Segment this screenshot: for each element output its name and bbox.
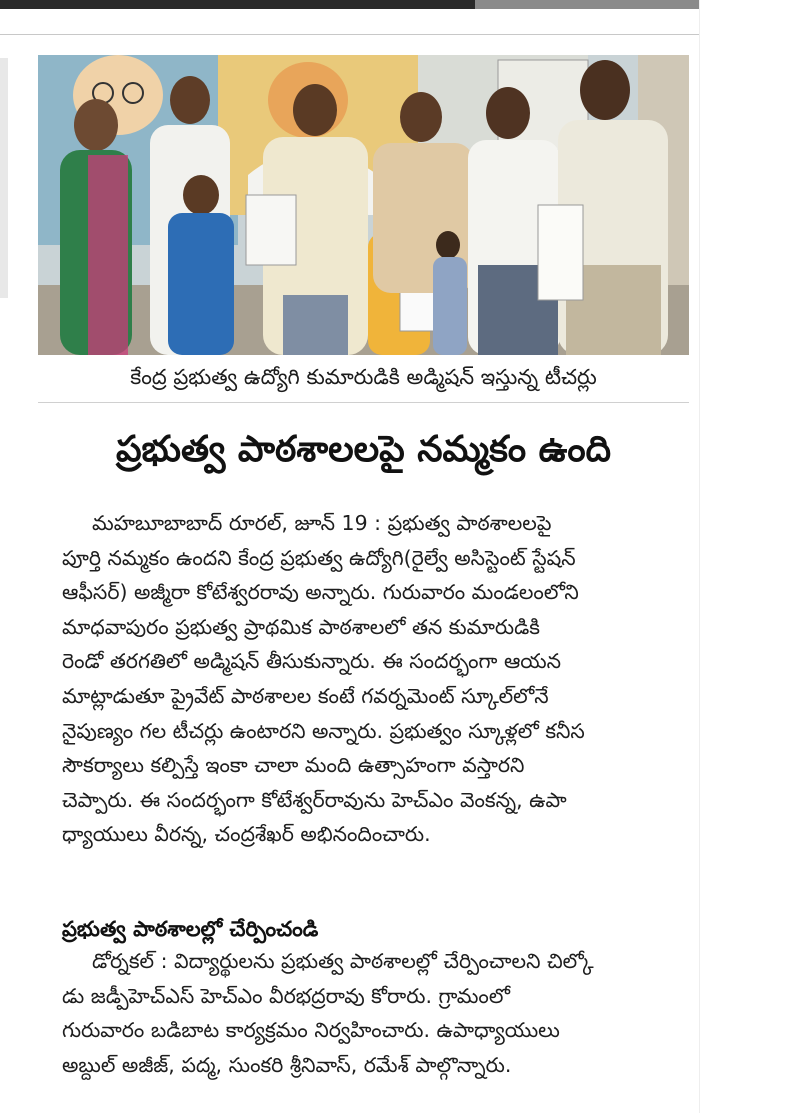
paragraph-2-line: అబ్దుల్ అజీజ్, పద్మ, సుంకరి శ్రీనివాస్, రమేశ్ పాల్గొన్నారు.: [62, 1052, 512, 1077]
article-headline: ప్రభుత్వ పాఠశాలలపై నమ్మకం ఉంది: [115, 429, 612, 470]
paragraph-1-line: సౌకర్యాలు కల్పిస్తే ఇంకా చాలా మంది ఉత్సాహంగా వస్తారని: [62, 753, 525, 778]
paragraph-1-line: ఆఫీసర్) అజ్మీరా కోటేశ్వరరావు అన్నారు. గురువారం మండలంలోని: [62, 580, 579, 605]
news-photo: [38, 55, 689, 355]
paragraph-1-line: మాధవాపురం ప్రభుత్వ ప్రాథమిక పాఠశాలలో తన కుమారుడికి: [62, 614, 540, 639]
photo-caption: కేంద్ర ప్రభుత్వ ఉద్యోగి కుమారుడికి అడ్మిషన్ ఇస్తున్న టీచర్లు: [130, 365, 597, 389]
top-color-bar: [0, 0, 800, 9]
left-margin-strip: [0, 58, 8, 298]
top-divider: [0, 34, 700, 35]
top-bar-grey-segment: [475, 0, 699, 9]
paragraph-1-line: రెండో తరగతిలో అడ్మిషన్ తీసుకున్నారు. ఈ సందర్భంగా ఆయన: [62, 649, 562, 674]
article-subheading: ప్రభుత్వ పాఠశాలల్లో చేర్పించండి: [62, 917, 319, 941]
paragraph-1-line: పూర్తి నమ్మకం ఉందని కేంద్ర ప్రభుత్వ ఉద్యోగి(రైల్వే అసిస్టెంట్ స్టేషన్: [62, 545, 576, 570]
paragraph-1-line: మాట్లాడుతూ ప్రైవేట్ పాఠశాలల కంటే గవర్నమెంట్ స్కూల్‌లోనే: [62, 683, 549, 708]
paragraph-2-line: డు జడ్పీహెచ్ఎస్ హెచ్ఎం వీరభద్రరావు కోరారు. గ్రామంలో: [62, 983, 510, 1008]
article-paragraph-1: [62, 506, 690, 852]
paragraph-1-line: ధ్యాయులు వీరన్న, చంద్రశేఖర్ అభినందించారు.: [62, 822, 431, 847]
news-photo-illustration: [38, 55, 689, 355]
top-bar-dark-segment: [0, 0, 475, 9]
paragraph-2-line: డోర్నకల్ : విద్యార్థులను ప్రభుత్వ పాఠశాలల్లో చేర్పించాలని చిల్కో: [92, 949, 594, 973]
paragraph-1-line: మహబూబాబాద్ రూరల్, జూన్ 19 : ప్రభుత్వ పాఠశాలలపై: [92, 511, 552, 535]
paragraph-2-line: గురువారం బడిబాట కార్యక్రమం నిర్వహించారు. ఉపాధ్యాయులు: [62, 1018, 560, 1043]
article-paragraph-2: [62, 944, 690, 1082]
paragraph-1-line: నైపుణ్యం గల టీచర్లు ఉంటారని అన్నారు. ప్రభుత్వం స్కూళ్లలో కనీస: [62, 718, 585, 743]
caption-divider: [38, 402, 689, 403]
paragraph-1-line: చెప్పారు. ఈ సందర్భంగా కోటేశ్వర్‌రావును హెచ్ఎం వెంకన్న, ఉపా: [62, 787, 567, 812]
right-page-edge: [699, 0, 700, 1113]
